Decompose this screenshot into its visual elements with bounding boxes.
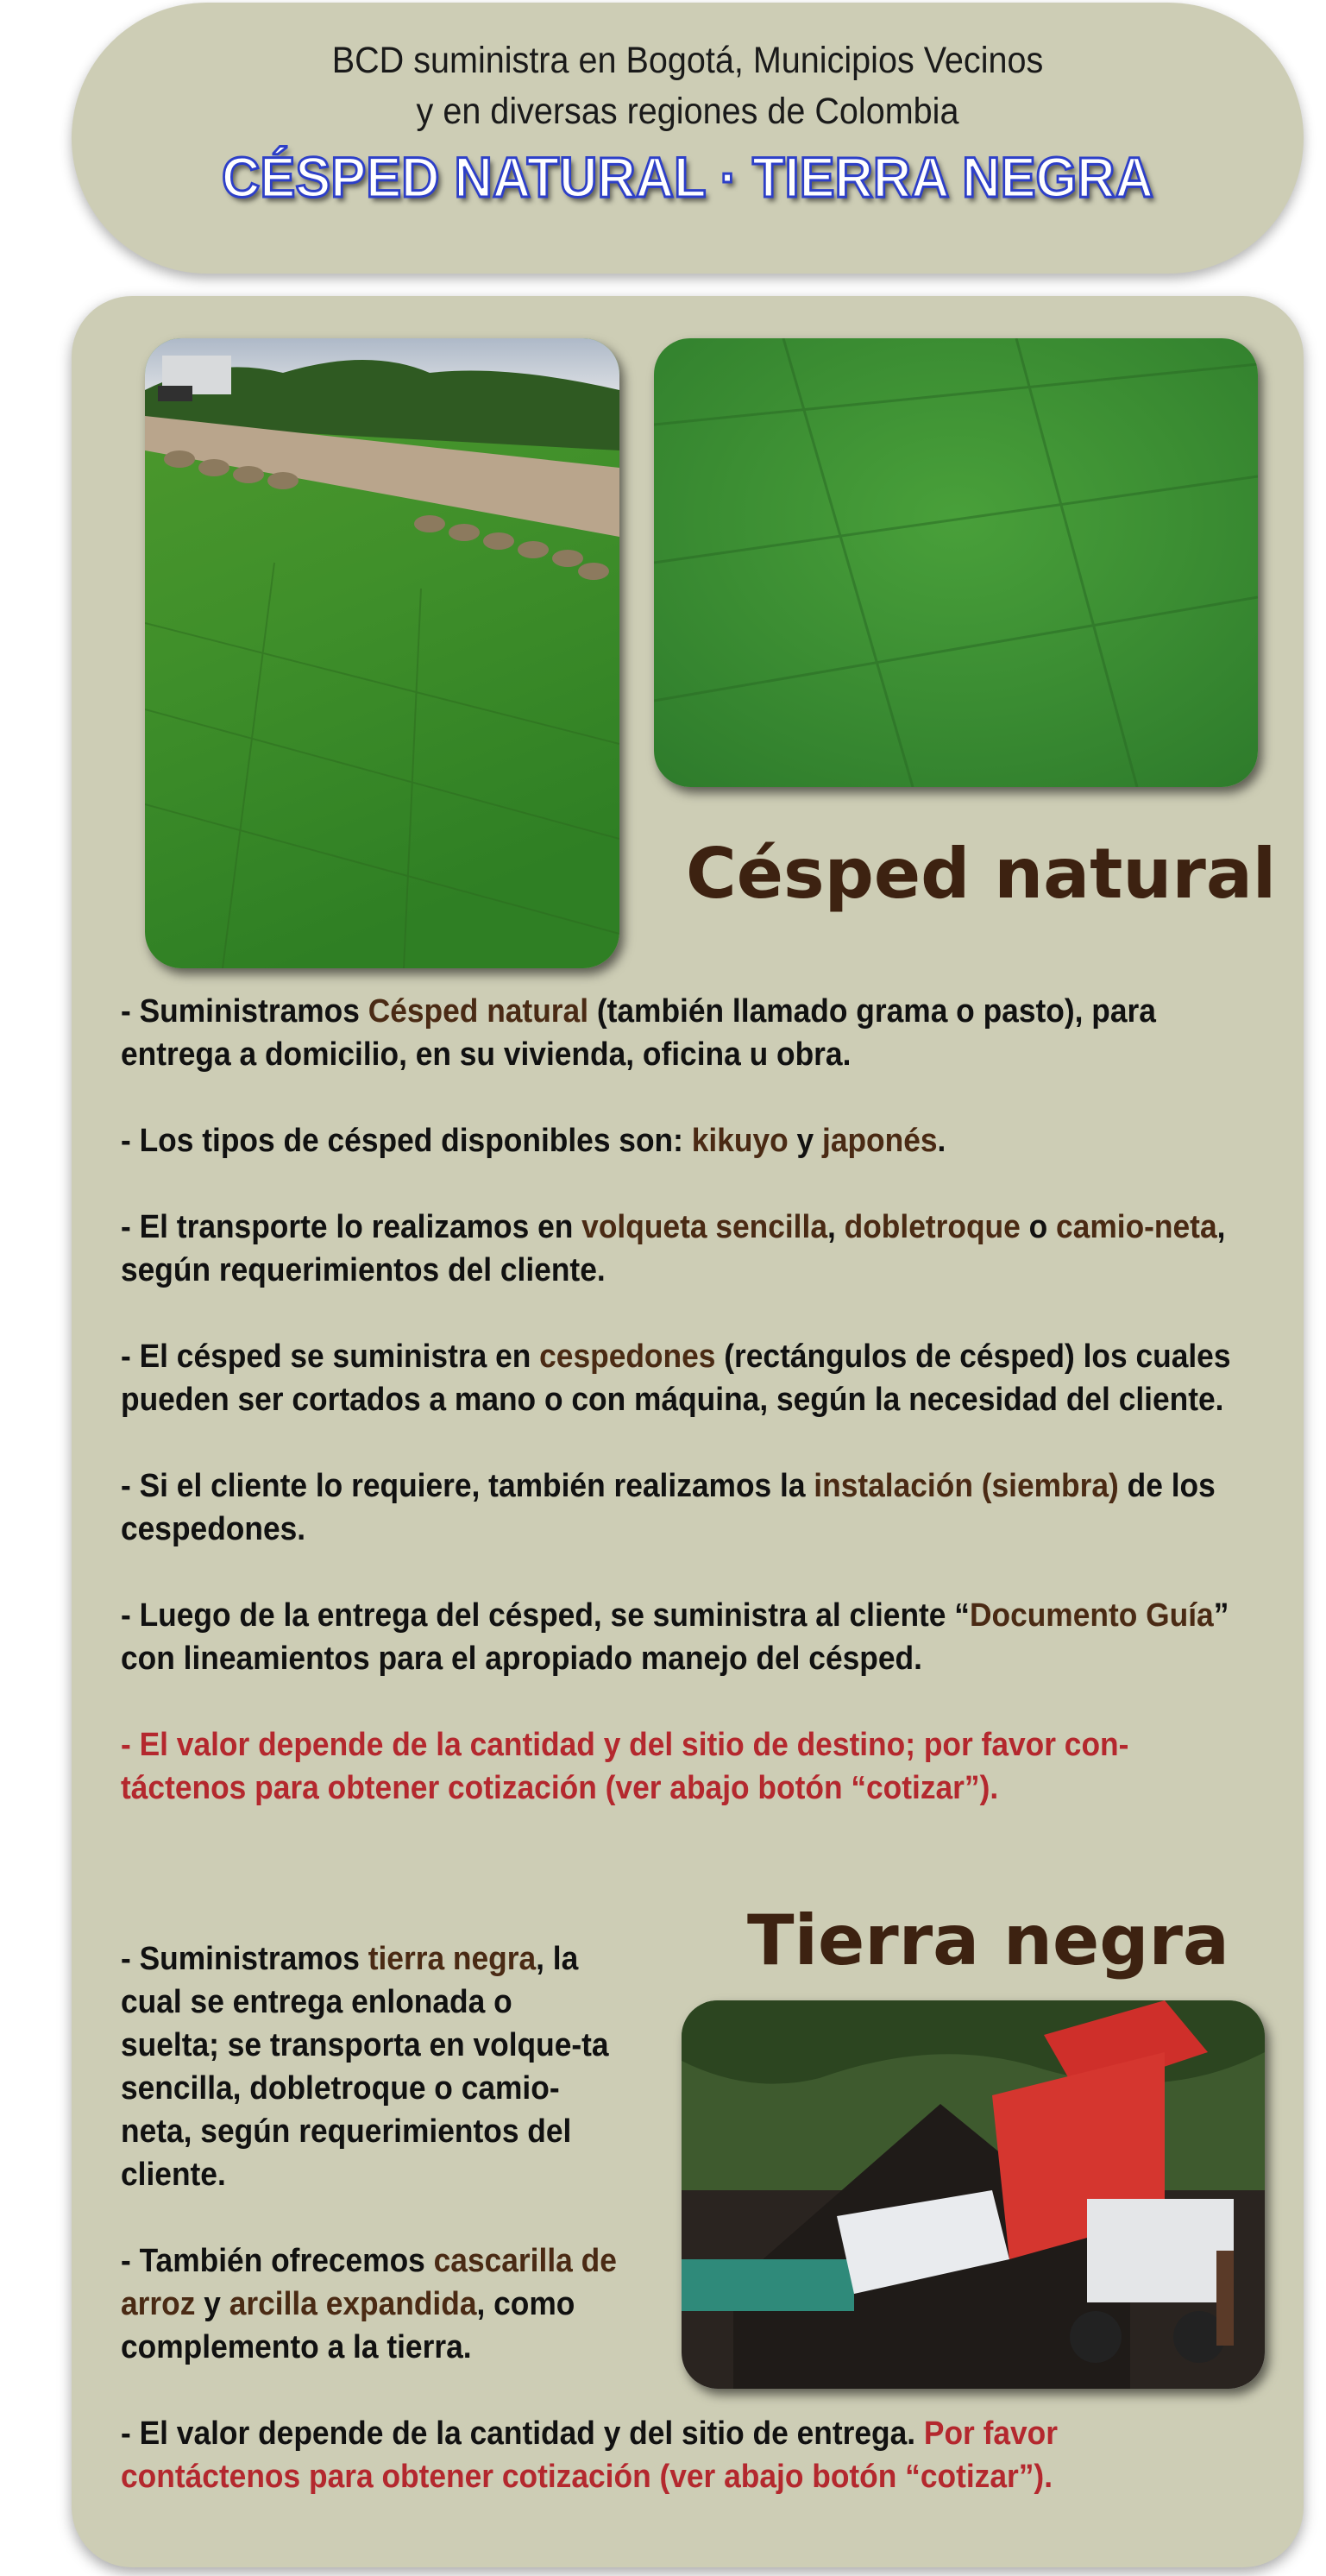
text: , como complemento a la tierra.	[121, 2286, 575, 2365]
highlight: dobletroque	[844, 1209, 1021, 1245]
cesped-paragraph-1	[121, 990, 1244, 1076]
text: (rectángulos de césped) los cuales pueden ser cortados a mano o con máquina, según la necesidad del cliente.	[121, 1338, 1231, 1418]
text: - Luego de la entrega del césped, se suministra al cliente “	[121, 1597, 970, 1634]
grass-closeup-photo	[654, 338, 1258, 787]
header-line-1: BCD suministra en Bogotá, Municipios Vecinos	[331, 40, 1044, 81]
cesped-paragraph-3	[121, 1206, 1244, 1292]
cesped-price-note: - El valor depende de la cantidad y del sitio de destino; por favor con-táctenos para obtener cotización (ver abajo botón “cotizar”).	[121, 1727, 1129, 1806]
text: - El valor depende de la cantidad y del sitio de entrega.	[121, 2415, 924, 2452]
cesped-paragraph-4	[121, 1335, 1244, 1421]
text: o	[1020, 1209, 1057, 1245]
highlight: Césped natural	[368, 993, 589, 1030]
tierra-price-note	[121, 2412, 1244, 2498]
highlight: Documento Guía	[969, 1597, 1214, 1634]
highlight: cascarilla de arroz	[121, 2243, 617, 2322]
tierra-paragraph-2	[121, 2239, 619, 2369]
highlight: tierra negra	[368, 1941, 537, 1977]
tierra-heading: Tierra negra	[747, 1900, 1229, 1981]
header-line-2: y en diversas regiones de Colombia	[416, 91, 959, 132]
highlight: cespedones	[539, 1338, 716, 1375]
highlight: arcilla expandida	[229, 2286, 477, 2322]
highlight: instalación (siembra)	[814, 1468, 1119, 1504]
cesped-paragraph-2	[121, 1119, 1244, 1162]
text: de los cespedones.	[121, 1468, 1216, 1547]
header-title: CÉSPED NATURAL · TIERRA NEGRA	[222, 145, 1153, 209]
header-banner	[72, 3, 1304, 274]
text: - Los tipos de césped disponibles son:	[121, 1123, 692, 1159]
text: - Suministramos	[121, 1941, 368, 1977]
text: - También ofrecemos	[121, 2243, 434, 2279]
cesped-paragraph-6	[121, 1594, 1244, 1680]
text: - Si el cliente lo requiere, también realizamos la	[121, 1468, 814, 1504]
text: y	[788, 1123, 822, 1159]
cesped-heading: Césped natural	[686, 834, 1277, 914]
tierra-text-block	[121, 1937, 619, 2412]
text: ,	[826, 1209, 845, 1245]
text: y	[195, 2286, 229, 2322]
cesped-text-block	[121, 990, 1244, 1853]
text: .	[937, 1123, 946, 1159]
highlight: kikuyo	[691, 1123, 789, 1159]
text: , la cual se entrega enlonada o suelta; se transporta en volque-ta sencilla, dobletroque o camio-neta, según requerimientos del cliente.	[121, 1941, 609, 2193]
text: - El césped se suministra en	[121, 1338, 540, 1375]
cesped-paragraph-5	[121, 1464, 1244, 1551]
text: , según requerimientos del cliente.	[121, 1209, 1226, 1288]
text: ” con lineamientos para el apropiado manejo del césped.	[121, 1597, 1229, 1677]
dump-truck-soil-photo	[682, 2000, 1265, 2389]
highlight: volqueta sencilla	[581, 1209, 827, 1245]
price-note-red: Por favor contáctenos para obtener cotización (ver abajo botón “cotizar”).	[121, 2415, 1059, 2495]
grass-field-photo	[145, 338, 619, 968]
highlight: japonés	[821, 1123, 938, 1159]
text: - Suministramos	[121, 993, 368, 1030]
tierra-paragraph-1	[121, 1937, 619, 2196]
text: - El transporte lo realizamos en	[121, 1209, 582, 1245]
highlight: camio-neta	[1056, 1209, 1217, 1245]
text: (también llamado grama o pasto), para entrega a domicilio, en su vivienda, oficina u obra.	[121, 993, 1156, 1073]
